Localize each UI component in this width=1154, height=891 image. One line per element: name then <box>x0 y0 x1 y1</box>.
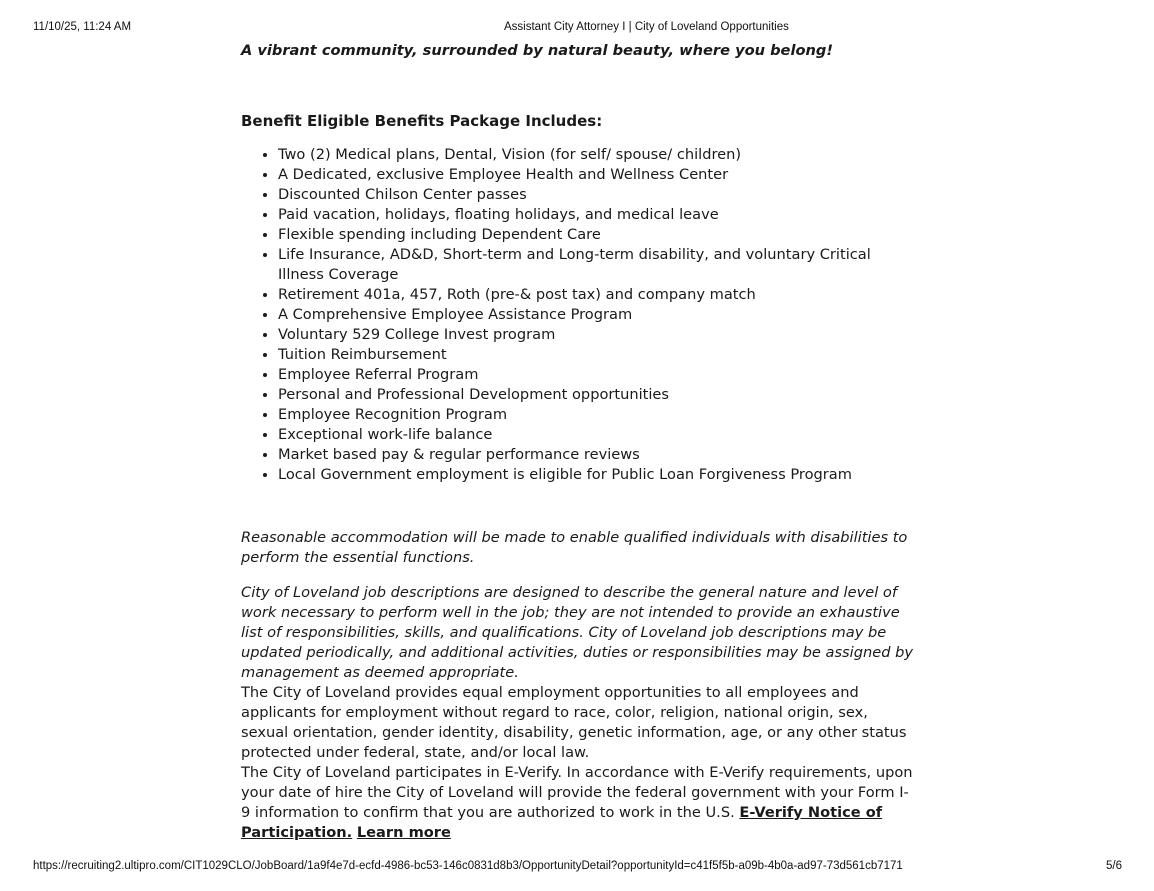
list-item: • Flexible spending including Dependent Care <box>278 225 913 245</box>
print-page-title: Assistant City Attorney I | City of Loveland Opportunities <box>504 21 789 33</box>
everify-text: The City of Loveland participates in E-Verify. In accordance with E-Verify requirements, upon your date of hire the City of Loveland will provide the federal government with your Form I-9 information to confirm that you are authorized to work in the U.S. <box>241 764 913 821</box>
accommodation-statement: Reasonable accommodation will be made to enable qualified individuals with disabilities to perform the essential functions. <box>241 529 908 566</box>
list-item: • Personal and Professional Development opportunities <box>278 385 913 405</box>
everify-notice-link[interactable]: E-Verify Notice of Participation. <box>241 804 883 841</box>
print-page-number: 5/6 <box>1106 860 1122 872</box>
list-item: • Market based pay & regular performance reviews <box>278 445 913 465</box>
job-detail-content <box>241 38 913 843</box>
list-item: • Employee Referral Program <box>278 365 913 385</box>
benefits-list <box>241 145 913 485</box>
list-item: • Exceptional work-life balance <box>278 425 913 445</box>
list-item: • Voluntary 529 College Invest program <box>278 325 913 345</box>
print-url: https://recruiting2.ultipro.com/CIT1029CLO/JobBoard/1a9f4e7d-ecfd-4986-bc53-146c0831d8b3/OpportunityDetail?opportunityId=c41f5f5b-a09b-4b0a-ad97-73d561cb7171 <box>33 860 903 872</box>
everify-statement <box>241 763 913 843</box>
list-item: • Two (2) Medical plans, Dental, Vision (for self/ spouse/ children) <box>278 145 913 165</box>
list-item: • Discounted Chilson Center passes <box>278 185 913 205</box>
list-item: • Life Insurance, AD&D, Short-term and Long-term disability, and voluntary Critical Illness Coverage <box>278 245 913 285</box>
list-item: • Tuition Reimbursement <box>278 345 913 365</box>
print-footer <box>0 860 1154 876</box>
tagline: A vibrant community, surrounded by natural beauty, where you belong! <box>241 42 833 59</box>
benefits-heading: Benefit Eligible Benefits Package Includes: <box>241 112 603 130</box>
job-description-disclaimer: City of Loveland job descriptions are designed to describe the general nature and level of work necessary to perform well in the job; they are not intended to provide an exhaustive list of responsibilities, skills, and qualifications. City of Loveland job descriptions may be updated periodically, and additional activities, duties or responsibilities may be assigned by management as deemed appropriate. <box>241 584 914 681</box>
list-item: • Local Government employment is eligible for Public Loan Forgiveness Program <box>278 465 913 485</box>
list-item: • Retirement 401a, 457, Roth (pre-& post tax) and company match <box>278 285 913 305</box>
list-item: • A Comprehensive Employee Assistance Program <box>278 305 913 325</box>
learn-more-link[interactable]: Learn more <box>356 824 451 841</box>
list-item: • Paid vacation, holidays, floating holidays, and medical leave <box>278 205 913 225</box>
list-item: • A Dedicated, exclusive Employee Health and Wellness Center <box>278 165 913 185</box>
print-datetime: 11/10/25, 11:24 AM <box>33 21 132 33</box>
eeo-statement: The City of Loveland provides equal employment opportunities to all employees and applicants for employment without regard to race, color, religion, national origin, sex, sexual orientation, gender identity, disability, genetic information, age, or any other status protected under federal, state, and/or local law. <box>241 684 907 761</box>
print-header <box>0 21 1154 37</box>
list-item: • Employee Recognition Program <box>278 405 913 425</box>
